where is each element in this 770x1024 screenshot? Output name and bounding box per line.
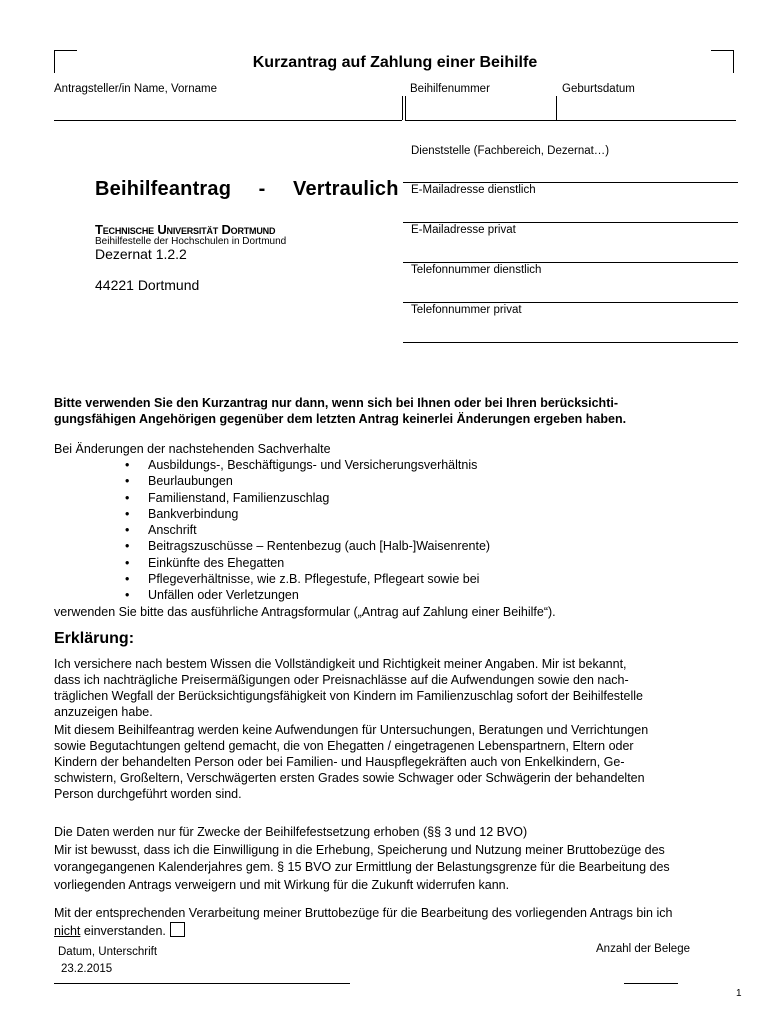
consent-checkbox[interactable] [170, 922, 185, 937]
text-line: Mir ist bewusst, dass ich die Einwilligung in die Erhebung, Speicherung und Nutzung meiner Bruttobezüge des [54, 842, 665, 857]
email-private-field[interactable] [403, 262, 738, 263]
list-item: • Ausbildungs-, Beschäftigungs- und Versicherungsverhältnis [125, 457, 490, 473]
birthdate-field[interactable] [556, 120, 736, 121]
phone-work-field[interactable] [403, 302, 738, 303]
text-line: Die Daten werden nur für Zwecke der Beihilfefestsetzung erhoben (§§ 3 und 12 BVO) [54, 825, 528, 839]
notice-line-1: Bitte verwenden Sie den Kurzantrag nur dann, wenn sich bei Ihnen oder bei Ihren berücksichti- [54, 396, 618, 410]
text-line: vorangegangenen Kalenderjahres gem. § 15 BVO zur Ermittlung der Belastungsgrenze für die Bearbeitung des [54, 860, 670, 874]
list-item: • Einkünfte des Ehegatten [125, 555, 490, 571]
phone-private-label: Telefonnummer privat [411, 304, 522, 316]
text-line: dass ich nachträgliche Preisermäßigungen oder Preisnachlässe auf die Aufwendungen sowie den nach- [54, 673, 629, 687]
consent-line [54, 922, 764, 940]
phone-private-field[interactable] [403, 342, 738, 343]
privacy-paragraph [54, 824, 764, 894]
consent-paragraph [54, 905, 764, 940]
list-item: • Pflegeverhältnisse, wie z.B. Pflegestufe, Pflegeart sowie bei [125, 571, 490, 587]
list-item: • Familienstand, Familienzuschlag [125, 490, 490, 506]
text-line: träglichen Wegfall der Berücksichtigungsfähigkeit von Kindern im Familienzuschlag sofort der Beihilfestelle [54, 689, 643, 703]
address-department: Dezernat 1.2.2 [95, 246, 187, 262]
email-work-field[interactable] [403, 222, 738, 223]
notice-line-2: gungsfähigen Angehörigen gegenüber dem letzten Antrag keinerlei Änderungen ergeben haben. [54, 412, 627, 426]
field-divider [556, 96, 557, 120]
list-item: • Bankverbindung [125, 506, 490, 522]
text-line: Person durchgeführt worden sind. [54, 787, 242, 801]
signature-line[interactable] [54, 983, 350, 984]
list-item: • Beitragszuschüsse – Rentenbezug (auch [Halb-]Waisenrente) [125, 538, 490, 554]
receipts-count-field[interactable] [624, 983, 678, 984]
applicant-name-label: Antragsteller/in Name, Vorname [54, 83, 217, 95]
declaration-heading: Erklärung: [54, 630, 135, 647]
text-line: Mit diesem Beihilfeantrag werden keine Aufwendungen für Untersuchungen, Beratungen und Verrichtungen [54, 723, 649, 737]
text-line: sowie Begutachtungen geltend gemacht, die von Ehegatten / eingetragenen Lebenspartnern, Eltern oder [54, 739, 634, 753]
birthdate-label: Geburtsdatum [562, 83, 635, 95]
department-label: Dienststelle (Fachbereich, Dezernat…) [411, 145, 610, 157]
changes-outro: verwenden Sie bitte das ausführliche Antragsformular („Antrag auf Zahlung einer Beihilfe“). [54, 605, 556, 619]
list-item: • Unfällen oder Verletzungen [125, 587, 490, 603]
field-divider [405, 96, 406, 120]
list-item: • Beurlaubungen [125, 473, 490, 489]
institution-subunit: Beihilfestelle der Hochschulen in Dortmund [95, 236, 287, 247]
consent-not-word: nicht [54, 924, 81, 938]
applicant-name-field[interactable] [54, 120, 402, 121]
phone-work-label: Telefonnummer dienstlich [411, 264, 542, 276]
department-field[interactable] [403, 182, 738, 183]
email-private-label: E-Mailadresse privat [411, 224, 516, 236]
date-signature-label: Datum, Unterschrift [58, 946, 158, 958]
beihilfe-number-field[interactable] [405, 120, 556, 121]
address-city: 44221 Dortmund [95, 277, 200, 293]
list-item: • Anschrift [125, 522, 490, 538]
email-work-label: E-Mailadresse dienstlich [411, 184, 536, 196]
changes-list [125, 457, 490, 604]
text-line: Mit der entsprechenden Verarbeitung meiner Bruttobezüge für die Bearbeitung des vorliegenden Antrags bin ich [54, 906, 673, 920]
confidential-heading: Beihilfeantrag - Vertraulich [95, 178, 399, 200]
institution-name: Technische Universität Dortmund [95, 222, 276, 237]
date-value: 23.2.2015 [61, 963, 113, 975]
changes-intro: Bei Änderungen der nachstehenden Sachverhalte [54, 442, 331, 456]
text-line: Ich versichere nach bestem Wissen die Vollständigkeit und Richtigkeit meiner Angaben. Mir ist bekannt, [54, 657, 627, 671]
field-divider [402, 96, 403, 120]
receipts-count-label: Anzahl der Belege [596, 943, 690, 955]
text-line: anzuzeigen habe. [54, 705, 153, 719]
declaration-paragraph-1 [54, 656, 764, 720]
text-line: vorliegenden Antrags verweigern und mit Wirkung für die Zukunft widerrufen kann. [54, 877, 510, 892]
text-line: schwistern, Großeltern, Verschwägerten ersten Grades sowie Schwager oder Schwägerin der behandelten [54, 771, 645, 785]
form-title: Kurzantrag auf Zahlung einer Beihilfe [252, 54, 538, 71]
beihilfe-number-label: Beihilfenummer [410, 83, 490, 95]
page-number: 1 [736, 988, 742, 999]
declaration-paragraph-2 [54, 722, 764, 802]
text-line: Kindern der behandelten Person oder bei Familien- und Hauspflegekräften auch von Enkelkindern, Ge- [54, 755, 625, 769]
consent-rest-text: einverstanden. [80, 924, 166, 938]
